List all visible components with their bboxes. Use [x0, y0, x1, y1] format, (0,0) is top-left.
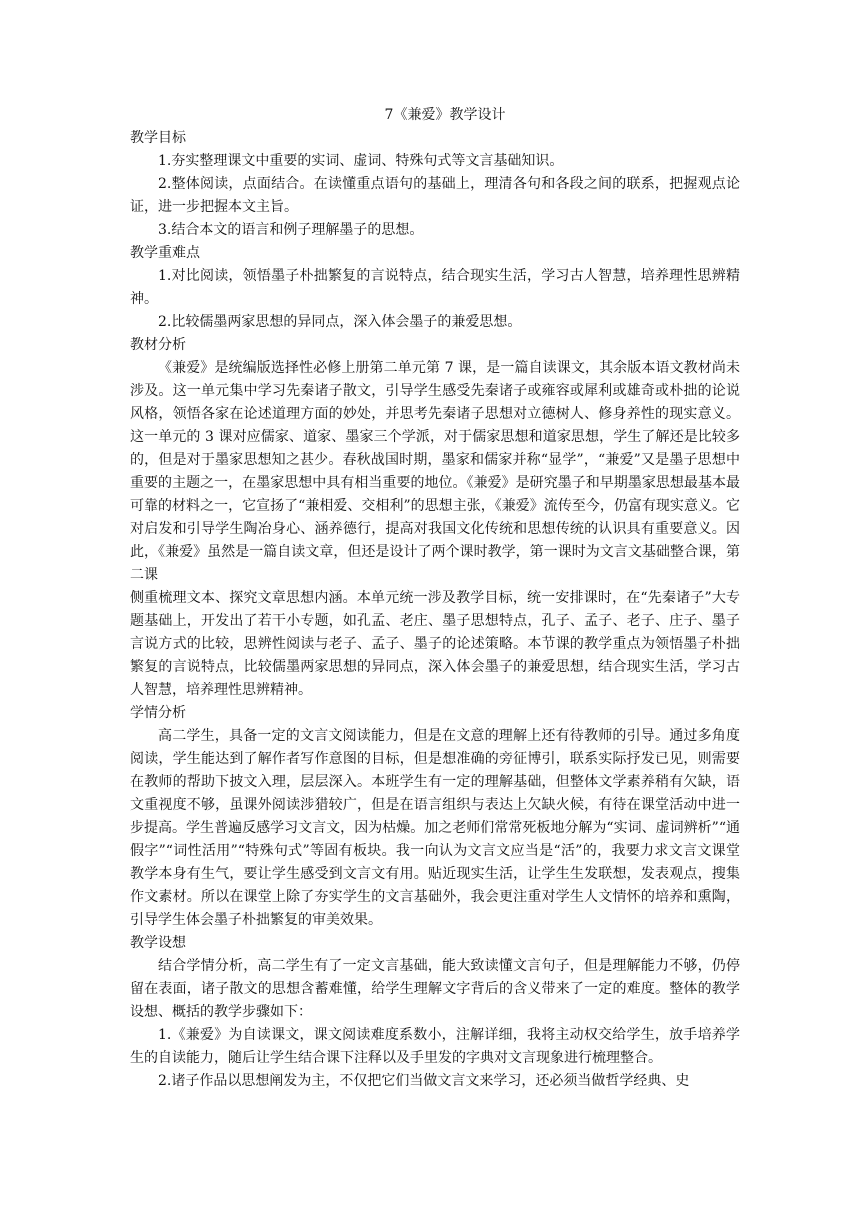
paragraph: 2.比较儒墨两家思想的异同点，深入体会墨子的兼爱思想。 — [158, 314, 522, 330]
document-title: 7《兼爱》教学设计 — [384, 107, 506, 123]
paragraph: 1.《兼爱》为自读课文，课文阅读难度系数小，注解详细，我将主动权交给学生，放手培养学生的自读能力，随后让学生结合课下注释以及手里发的字典对文言现象进行梳理整合。 — [130, 1027, 740, 1066]
paragraph: 2.整体阅读，点面结合。在读懂重点语句的基础上，理清各句和各段之间的联系，把握观点论证，进一步把握本文主旨。 — [130, 176, 740, 215]
section-heading: 教材分析 — [130, 337, 186, 353]
document-page — [130, 104, 740, 1093]
section-key-difficulties — [130, 242, 740, 334]
paragraph: 3.结合本文的语言和例子理解墨子的思想。 — [158, 222, 424, 238]
paragraph: 高二学生，具备一定的文言文阅读能力，但是在文意的理解上还有待教师的引导。通过多角度阅读，学生能达到了解作者写作意图的目标，但是想准确的旁征博引，联系实际抒发已见，则需要在教师的帮助下披文入理，层层深入。本班学生有一定的理解基础，但整体文学素养稍有欠缺，语文重视度不够，虽课外阅读涉猎较广，但是在语言组织与表达上欠缺火候，有待在课堂活动中进一步提高。学生普遍反感学习文言文，因为枯燥。加之老师们常常死板地分解为“实词、虚词辨析”“通假字”“词性活用”“特殊句式”等固有板块。我一向认为文言文应当是“活”的，我要力求文言文课堂教学本身有生气，要让学生感受到文言文有用。贴近现实生活，让学生生发联想，发表观点，搜集作文素材。所以在课堂上除了夯实学生的文言基础外，我会更注重对学生人文情怀的培养和熏陶，引导学生体会墨子朴拙繁复的审美效果。 — [130, 728, 740, 928]
section-heading: 学情分析 — [130, 705, 186, 721]
section-teaching-plan — [130, 932, 740, 1093]
paragraph: 1.对比阅读，领悟墨子朴拙繁复的言说特点，结合现实生活，学习古人智慧，培养理性思辨精神。 — [130, 268, 740, 307]
section-student-analysis — [130, 702, 740, 932]
paragraph: 1.夯实整理课文中重要的实词、虚词、特殊句式等文言基础知识。 — [158, 153, 564, 169]
section-heading: 教学重难点 — [130, 245, 200, 261]
section-textbook-analysis — [130, 334, 740, 702]
paragraph: 结合学情分析，高二学生有了一定文言基础，能大致读懂文言句子，但是理解能力不够，仍停留在表面，诸子散文的思想含蓄难懂，给学生理解文字背后的含义带来了一定的难度。整体的教学设想、概括的教学步骤如下： — [130, 958, 740, 1020]
paragraph: 侧重梳理文本、探究文章思想内涵。本单元统一涉及教学目标，统一安排课时，在“先秦诸子”大专题基础上，开发出了若干小专题，如孔孟、老庄、墨子思想特点，孔子、孟子、老子、庄子、墨子言说方式的比较，思辨性阅读与老子、孟子、墨子的论述策略。本节课的教学重点为领悟墨子朴拙繁复的言说特点，比较儒墨两家思想的异同点，深入体会墨子的兼爱思想，结合现实生活，学习古人智慧，培养理性思辨精神。 — [130, 590, 740, 698]
section-teaching-goals — [130, 127, 740, 242]
paragraph: 《兼爱》是统编版选择性必修上册第二单元第 7 课，是一篇自读课文，其余版本语文教材尚未涉及。这一单元集中学习先秦诸子散文，引导学生感受先秦诸子或雍容或犀利或雄奇或朴拙的论说风格，领悟各家在论述道理方面的妙处，并思考先秦诸子思想对立德树人、修身养性的现实意义。这一单元的 3 课对应儒家、道家、墨家三个学派，对于儒家思想和道家思想，学生了解还是比较多的，但是对于墨家思想知之甚少。春秋战国时期，墨家和儒家并称“显学”，“兼爱”又是墨子思想中重要的主题之一，在墨家思想中具有相当重要的地位。《兼爱》是研究墨子和早期墨家思想最基本最可靠的材料之一，它宣扬了“兼相爱、交相利”的思想主张，《兼爱》流传至今，仍富有现实意义。它对启发和引导学生陶冶身心、涵养德行，提高对我国文化传统和思想传统的认识具有重要意义。因此，《兼爱》虽然是一篇自读文章，但还是设计了两个课时教学，第一课时为文言文基础整合课，第二课 — [130, 360, 740, 583]
section-heading: 教学目标 — [130, 130, 186, 146]
section-heading: 教学设想 — [130, 935, 186, 951]
paragraph: 2.诸子作品以思想阐发为主，不仅把它们当做文言文来学习，还必须当做哲学经典、史 — [158, 1073, 690, 1089]
